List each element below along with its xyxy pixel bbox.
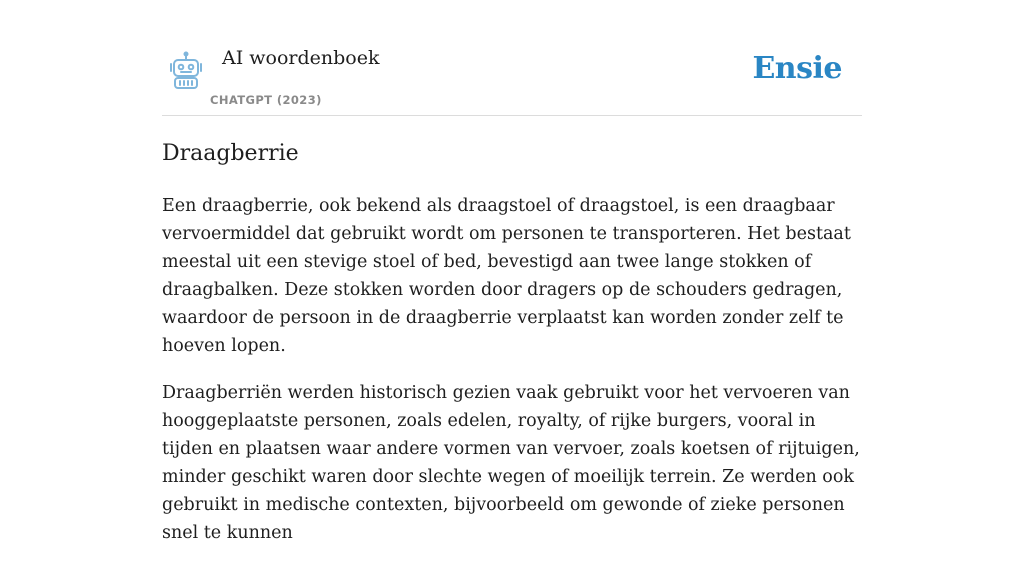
page-content	[162, 0, 862, 543]
definition-paragraph: Een draagberrie, ook bekend als draagstoel of draagstoel, is een draagbaar vervoermiddel dat gebruikt wordt om personen te transporteren. Het bestaat meestal uit een stevige stoel of bed, bevestigd aan twee lange stokken of draagbalken. Deze stokken worden door dragers op de schouders gedragen, waardoor de persoon in de draagberrie verplaatst kan worden zonder zelf te hoeven lopen.	[162, 196, 851, 356]
dictionary-source-title[interactable]: AI woordenboek	[222, 47, 380, 69]
entry-definition	[162, 192, 862, 566]
robot-icon	[166, 51, 206, 91]
source-meta: CHATGPT (2023)	[210, 93, 322, 107]
definition-paragraph: Draagberriën werden historisch gezien vaak gebruikt voor het vervoeren van hooggeplaatste personen, zoals edelen, royalty, of rijke burgers, vooral in tijden en plaatsen waar andere vormen van vervoer, zoals koetsen of rijtuigen, minder geschikt waren door slechte wegen of moeilijk terrein. Ze werden ook gebruikt in medische contexten, bijvoorbeeld om gewonde of zieke personen snel te kunnen	[162, 383, 860, 543]
ensie-logo-link[interactable]: Ensie	[752, 51, 842, 86]
page-header	[162, 0, 862, 116]
entry-term-title: Draagberrie	[162, 141, 299, 166]
